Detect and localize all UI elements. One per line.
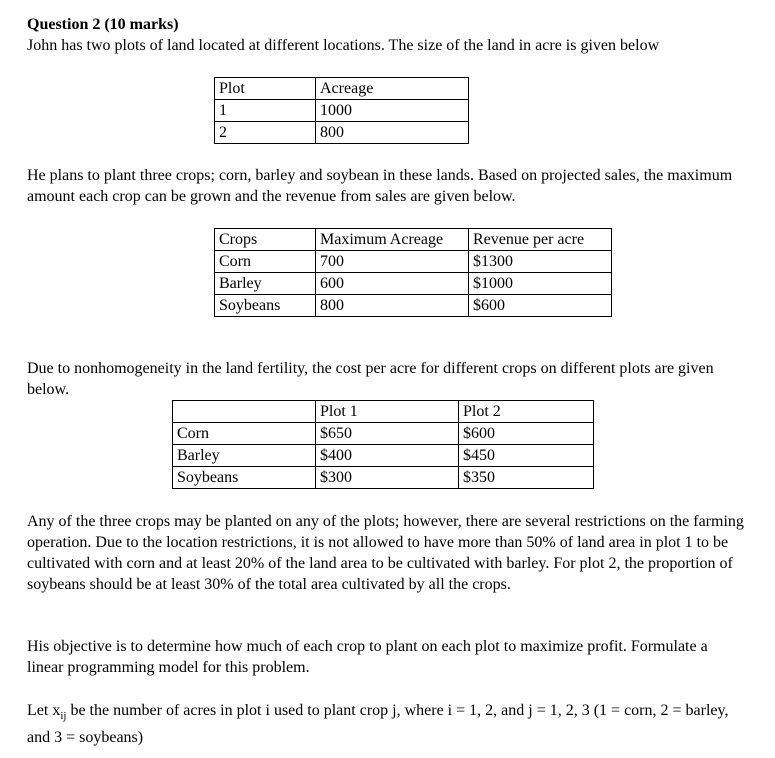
cost-paragraph: Due to nonhomogeneity in the land fertility, the cost per acre for different crops on different plots are given below. bbox=[27, 360, 714, 398]
table-cell: $1000 bbox=[469, 273, 612, 295]
restrictions-paragraph: Any of the three crops may be planted on any of the plots; however, there are several restrictions on the farming operation. Due to the location restrictions, it is not allowed to have more than 50% of land area in plot 1 to be cultivated with corn and at least 20% of the land area to be cultivated with barley. For plot 2, the proportion of soybeans should be at least 30% of the total area cultivated by all the crops. bbox=[27, 513, 744, 593]
variable-subscript: ij bbox=[60, 710, 67, 723]
table-row bbox=[215, 273, 612, 295]
table-cell: Corn bbox=[215, 251, 316, 273]
table-cell: Barley bbox=[173, 445, 316, 467]
table-row bbox=[215, 100, 469, 122]
table-cell: $350 bbox=[459, 467, 594, 489]
crops-paragraph: He plans to plant three crops; corn, barley and soybean in these lands. Based on projected sales, the maximum amount each crop can be grown and the revenue from sales are given below. bbox=[27, 167, 733, 205]
table-cell: 1 bbox=[215, 100, 316, 122]
crop-table bbox=[214, 228, 612, 317]
table-row bbox=[173, 401, 594, 423]
table-header-cell: Crops bbox=[215, 229, 316, 251]
table-header-cell: Plot 2 bbox=[459, 401, 594, 423]
intro-text: John has two plots of land located at different locations. The size of the land in acre is given below bbox=[27, 37, 660, 54]
cost-table bbox=[172, 400, 594, 489]
table-cell: 2 bbox=[215, 122, 316, 144]
table-cell: $300 bbox=[316, 467, 459, 489]
table-row bbox=[215, 251, 612, 273]
table-row bbox=[215, 295, 612, 317]
question-heading: Question 2 (10 marks) bbox=[27, 16, 179, 33]
table-cell: $450 bbox=[459, 445, 594, 467]
table-cell: 600 bbox=[316, 273, 469, 295]
table-cell: 800 bbox=[316, 295, 469, 317]
table-row bbox=[173, 467, 594, 489]
table-row bbox=[173, 445, 594, 467]
table-row bbox=[215, 229, 612, 251]
table-cell: $600 bbox=[459, 423, 594, 445]
table-cell: Corn bbox=[173, 423, 316, 445]
variable-prefix: Let x bbox=[27, 702, 61, 719]
variable-definition bbox=[27, 700, 747, 748]
table-row bbox=[215, 122, 469, 144]
table-cell: $650 bbox=[316, 423, 459, 445]
table-header-cell: Plot 1 bbox=[316, 401, 459, 423]
table-header-cell: Maximum Acreage bbox=[316, 229, 469, 251]
table-row bbox=[173, 423, 594, 445]
table-cell: $600 bbox=[469, 295, 612, 317]
table-row bbox=[215, 78, 469, 100]
table-cell: 700 bbox=[316, 251, 469, 273]
table-cell: Barley bbox=[215, 273, 316, 295]
table-header-cell: Plot bbox=[215, 78, 316, 100]
variable-suffix: be the number of acres in plot i used to plant crop j, where i = 1, 2, and j = 1, 2, 3 (1 = corn, 2 = barley, and 3 = soybeans) bbox=[27, 702, 729, 747]
objective-paragraph: His objective is to determine how much of each crop to plant on each plot to maximize profit. Formulate a linear programming model for this problem. bbox=[27, 638, 708, 676]
table-cell: $1300 bbox=[469, 251, 612, 273]
table-header-cell bbox=[173, 401, 316, 423]
table-cell: Soybeans bbox=[173, 467, 316, 489]
plot-table bbox=[214, 77, 469, 144]
table-header-cell: Revenue per acre bbox=[469, 229, 612, 251]
table-header-cell: Acreage bbox=[316, 78, 469, 100]
table-cell: Soybeans bbox=[215, 295, 316, 317]
table-cell: $400 bbox=[316, 445, 459, 467]
table-cell: 800 bbox=[316, 122, 469, 144]
table-cell: 1000 bbox=[316, 100, 469, 122]
